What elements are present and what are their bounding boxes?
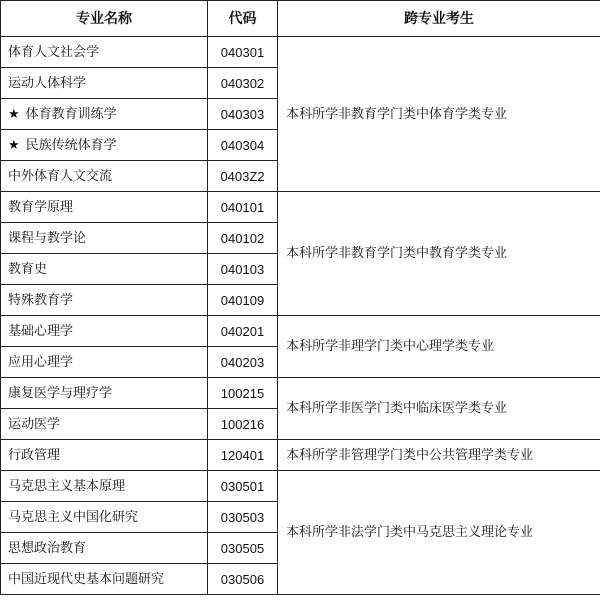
major-name: 体育教育训练学 — [25, 106, 117, 122]
header-cross-major: 跨专业考生 — [278, 1, 600, 37]
header-code: 代码 — [208, 1, 278, 37]
major-name: 应用心理学 — [8, 354, 74, 370]
major-name-cell — [1, 68, 208, 99]
table-row — [1, 192, 600, 223]
cross-major-requirement: 本科所学非管理学门类中公共管理学类专业 — [278, 440, 600, 471]
cross-major-requirement: 本科所学非医学门类中临床医学类专业 — [278, 378, 600, 440]
major-name: 康复医学与理疗学 — [8, 385, 113, 401]
star-icon: ★ — [8, 106, 20, 122]
major-code: 040302 — [208, 68, 278, 99]
major-name-cell — [1, 533, 208, 564]
major-name: 行政管理 — [8, 447, 61, 463]
cross-major-requirement: 本科所学非理学门类中心理学类专业 — [278, 316, 600, 378]
major-name-cell — [1, 192, 208, 223]
major-code: 0403Z2 — [208, 161, 278, 192]
major-name-cell — [1, 471, 208, 502]
major-name: 民族传统体育学 — [25, 137, 117, 153]
major-name: 马克思主义中国化研究 — [8, 509, 139, 525]
major-name: 基础心理学 — [8, 323, 74, 339]
major-code: 040203 — [208, 347, 278, 378]
major-code: 030503 — [208, 502, 278, 533]
header-row — [1, 1, 600, 37]
major-code: 040102 — [208, 223, 278, 254]
major-name: 中外体育人文交流 — [8, 168, 113, 184]
major-name-cell — [1, 285, 208, 316]
major-name: 课程与教学论 — [8, 230, 87, 246]
major-code: 120401 — [208, 440, 278, 471]
major-code: 030501 — [208, 471, 278, 502]
major-name: 体育人文社会学 — [8, 44, 100, 60]
cross-major-requirement: 本科所学非法学门类中马克思主义理论专业 — [278, 471, 600, 595]
table-row — [1, 37, 600, 68]
major-name-cell — [1, 502, 208, 533]
major-name-cell — [1, 37, 208, 68]
table-row — [1, 378, 600, 409]
major-code: 040304 — [208, 130, 278, 161]
major-name: 中国近现代史基本问题研究 — [8, 571, 165, 587]
major-code: 030505 — [208, 533, 278, 564]
major-name-cell — [1, 316, 208, 347]
star-icon: ★ — [8, 137, 20, 153]
header-major-name: 专业名称 — [1, 1, 208, 37]
table-body — [1, 37, 600, 595]
major-name-cell — [1, 409, 208, 440]
cross-major-requirement: 本科所学非教育学门类中教育学类专业 — [278, 192, 600, 316]
major-name-cell — [1, 223, 208, 254]
major-code: 100216 — [208, 409, 278, 440]
major-code: 040201 — [208, 316, 278, 347]
major-code: 040109 — [208, 285, 278, 316]
major-code: 040303 — [208, 99, 278, 130]
major-code: 040301 — [208, 37, 278, 68]
major-name: 思想政治教育 — [8, 540, 87, 556]
major-name: 运动人体科学 — [8, 75, 87, 91]
major-code: 040101 — [208, 192, 278, 223]
major-name-cell — [1, 564, 208, 595]
cross-major-requirement: 本科所学非教育学门类中体育学类专业 — [278, 37, 600, 192]
major-name-cell — [1, 130, 208, 161]
major-code: 040103 — [208, 254, 278, 285]
major-name-cell — [1, 440, 208, 471]
table-row — [1, 440, 600, 471]
major-name: 马克思主义基本原理 — [8, 478, 126, 494]
major-name: 运动医学 — [8, 416, 61, 432]
major-name-cell — [1, 347, 208, 378]
major-code: 030506 — [208, 564, 278, 595]
major-name-cell — [1, 378, 208, 409]
major-name-cell — [1, 99, 208, 130]
table-row — [1, 471, 600, 502]
major-name-cell — [1, 254, 208, 285]
table-row — [1, 316, 600, 347]
major-name: 教育学原理 — [8, 199, 74, 215]
major-name: 特殊教育学 — [8, 292, 74, 308]
major-code: 100215 — [208, 378, 278, 409]
major-name-cell — [1, 161, 208, 192]
major-name: 教育史 — [8, 261, 48, 277]
